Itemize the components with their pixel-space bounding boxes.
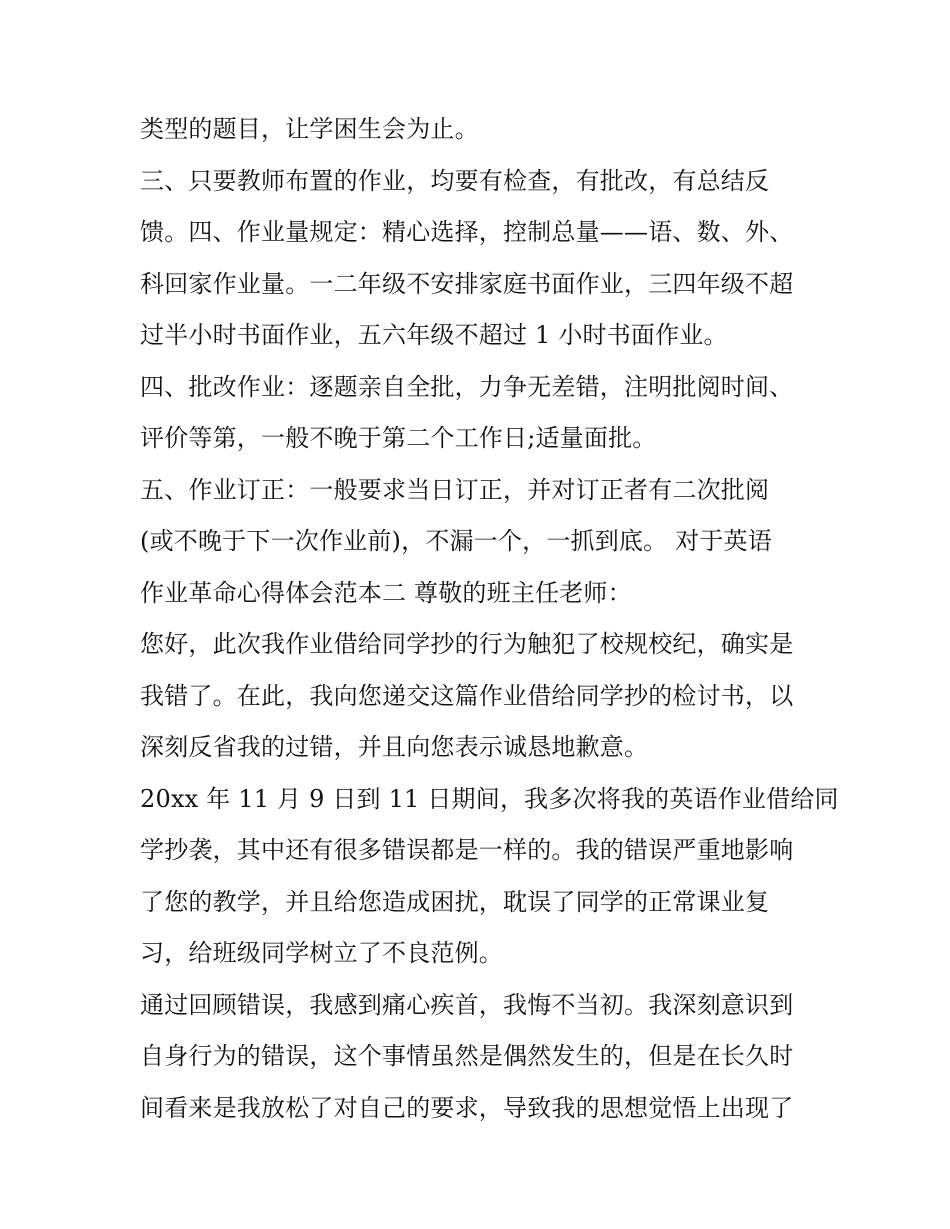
text-line: 我错了。在此，我向您递交这篇作业借给同学抄的检讨书，以 bbox=[140, 681, 794, 710]
text-line: 四、批改作业：逐题亲自全批，力争无差错，注明批阅时间、 bbox=[140, 372, 794, 401]
text-line: 习，给班级同学树立了不良范例。 bbox=[140, 939, 503, 967]
document-body bbox=[140, 104, 839, 1134]
text-line: 您好，此次我作业借给同学抄的行为触犯了校规校纪，确实是 bbox=[140, 630, 794, 658]
text-line: 学抄袭，其中还有很多错误都是一样的。我的错误严重地影响 bbox=[140, 836, 794, 864]
text-line: 作业革命心得体会范本二 尊敬的班主任老师： bbox=[140, 578, 632, 607]
text-line: 五、作业订正：一般要求当日订正，并对订正者有二次批阅 bbox=[140, 475, 770, 504]
text-line: 深刻反省我的过错，并且向您表示诚恳地歉意。 bbox=[140, 733, 649, 761]
text-line: (或不晚于下一次作业前)，不漏一个，一抓到底。 对于英语 bbox=[140, 527, 772, 555]
text-line: 了您的教学，并且给您造成困扰，耽误了同学的正常课业复 bbox=[140, 887, 770, 916]
text-line: 20xx 年 11 月 9 日到 11 日期间，我多次将我的英语作业借给同 bbox=[140, 784, 839, 813]
text-line: 馈。四、作业量规定：精心选择，控制总量——语、数、外、 bbox=[140, 218, 794, 246]
text-line: 通过回顾错误，我感到痛心疾首，我悔不当初。我深刻意识到 bbox=[140, 990, 794, 1019]
text-line: 评价等第，一般不晚于第二个工作日;适量面批。 bbox=[140, 424, 657, 452]
text-line: 科回家作业量。一二年级不安排家庭书面作业，三四年级不超 bbox=[140, 269, 794, 298]
text-line: 三、只要教师布置的作业，均要有检查，有批改，有总结反 bbox=[140, 166, 770, 195]
text-line: 间看来是我放松了对自己的要求，导致我的思想觉悟上出现了 bbox=[140, 1093, 794, 1122]
text-line: 自身行为的错误，这个事情虽然是偶然发生的，但是在长久时 bbox=[140, 1042, 794, 1070]
text-line: 类型的题目，让学困生会为止。 bbox=[140, 115, 479, 143]
text-line: 过半小时书面作业，五六年级不超过 1 小时书面作业。 bbox=[140, 321, 728, 349]
